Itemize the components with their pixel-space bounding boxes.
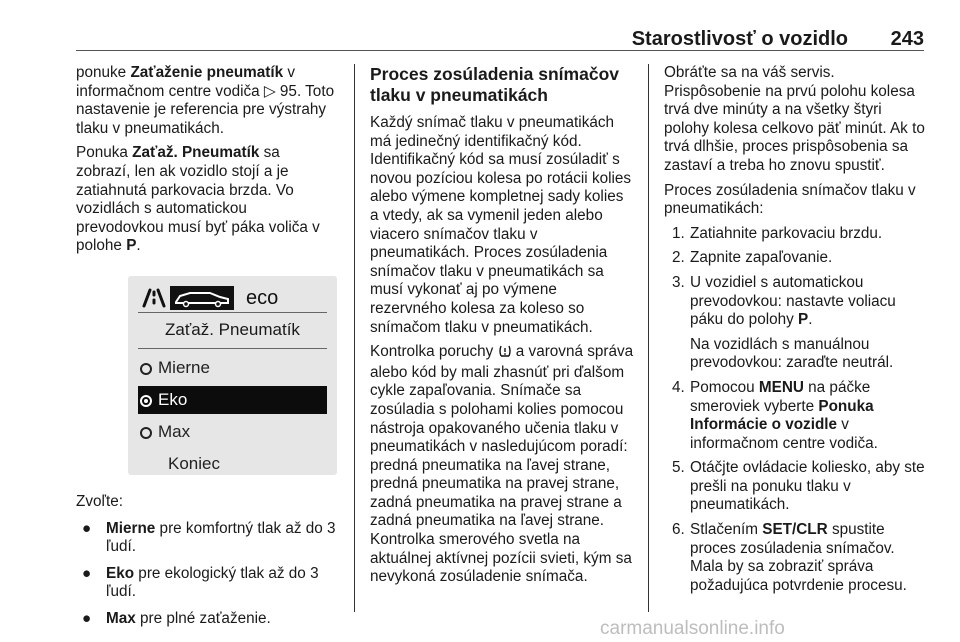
paragraph: Obráťte sa na váš servis. Prispôsobenie na prvú polohu kolesa trvá dve minúty a na všetky štyri polohy kolesa celkovo päť minút. Ak to trvá dlhšie, proces prispôsobenia sa zastaví a treba ho znovu spustiť. [664,64,925,174]
display-illustration [128,276,337,475]
page-ref[interactable]: 95 [279,82,297,100]
paragraph: Proces zosúladenia snímačov tlaku v pneumatikách: [664,181,916,218]
road-lanes-icon [144,290,164,306]
list-item: 1. Zatiahnite parkovaciu brzdu. [672,224,883,242]
tire-warning-icon [498,344,512,364]
page-title: Starostlivosť o vozidlo [631,28,848,50]
column-right [664,64,930,601]
bullet-icon: ● [82,564,92,582]
list-item: 5. Otáčjte ovládacie koliesko, aby ste prešli na ponuku tlaku v pneumatikách. [672,459,925,514]
choose-label: Zvoľte: [76,492,123,510]
radio-icon [140,363,152,375]
display-option-koniec: Koniec [168,453,220,473]
display-option-mierne: Mierne [138,354,327,382]
column-divider [648,64,649,612]
watermark: carmanualsonline.info [600,618,785,639]
list-item: 4. Pomocou MENU na páčke smeroviek vyberte Ponuka Informácie o vozidle v informačnom centre vodiča. [672,378,878,452]
list-item: 6. Stlačením SET/CLR spustite proces zosúladenia snímačov. Mala by sa zobraziť správa požadujúca potvrdenie procesu. [672,521,907,594]
menu-name: Zaťaž. Pneumatík [132,144,260,162]
column-divider [354,64,355,612]
list-item: 3. U vozidiel s automatickou prevodovkou: nastavte voliacu páku do polohy P. [672,273,896,329]
section-heading: Proces zosúladenia snímačov tlaku v pneumatikách [370,64,619,105]
list-item: ● Mierne pre komfortný tlak až do 3 ľudí. [82,519,336,556]
list-item: ● Max pre plné zaťaženie. [82,609,271,627]
display-option-max: Max [138,418,327,446]
display-option-eko: Eko [138,386,327,414]
paragraph: Každý snímač tlaku v pneumatikách má jedinečný identifikačný kód. Identifikačný kód sa musí zosúladiť s novou pozíciou kolesa po rotácii kolies alebo výmene kompletnej sady kolies a vtedy, ak sa vymenil jeden alebo viacero snímačov tlaku v pneumatikách. Proces zosúladenia snímačov tlaku v pneumatikách sa musí vykonať aj po výmene rezervného kolesa za koleso so snímačom tlaku v pneumatikách. [370,114,632,336]
eco-label: eco [246,286,279,309]
bullet-icon: ● [82,609,92,627]
paragraph: Ponuka Zaťaž. Pneumatík sa zobrazí, len ak vozidlo stojí a je zatiahnutá parkovacia brzda. Vo vozidlách s automatickou prevodovkou musí byť páka voliča v polohe P. [76,144,320,255]
display-divider [138,348,327,349]
column-middle [370,64,636,593]
paragraph: Kontrolka poruchy a varovná správa alebo kód by mali zhasnúť pri ďalšom cykle zapaľovania. Snímače sa zosúladia s polohami kolies pomocou nástroja opakovaného učenia tlaku v pneumatikách v nasledujúcom poradí: predná pneumatika na ľavej strane, predná pneumatika na pravej strane, zadná pneumatika na pravej strane a zadná pneumatika na ľavej strane. Kontrolka smerového svetla na aktuálnej aktívnej pozícii svieti, kým sa nevykoná zosúladenie snímača. [370,343,634,586]
page-header [76,26,924,51]
display-title: Zaťaž. Pneumatík [165,319,300,339]
list-item-note: Na vozidlách s manuálnou prevodovkou: zaraďte neutrál. [690,335,894,372]
list-item: 2. Zapnite zapaľovanie. [672,249,833,267]
page-ref-icon: ▷ [263,82,276,100]
bullet-icon: ● [82,519,92,537]
menu-name: Zaťaženie pneumatík [130,64,284,81]
display-top-bar [140,286,328,310]
page-number: 243 [890,28,924,50]
list-item: ● Eko pre ekologický tlak až do 3 ľudí. [82,564,319,601]
column-left [76,64,338,637]
car-icon [170,286,234,310]
radio-icon [140,427,152,439]
paragraph: ponuke Zaťaženie pneumatík v informačnom centre vodiča ▷ 95. Toto nastavenie je referencia pre výstrahy tlaku v pneumatikách. [76,64,335,137]
radio-selected-icon [140,395,152,407]
gear-position: P [126,237,137,255]
